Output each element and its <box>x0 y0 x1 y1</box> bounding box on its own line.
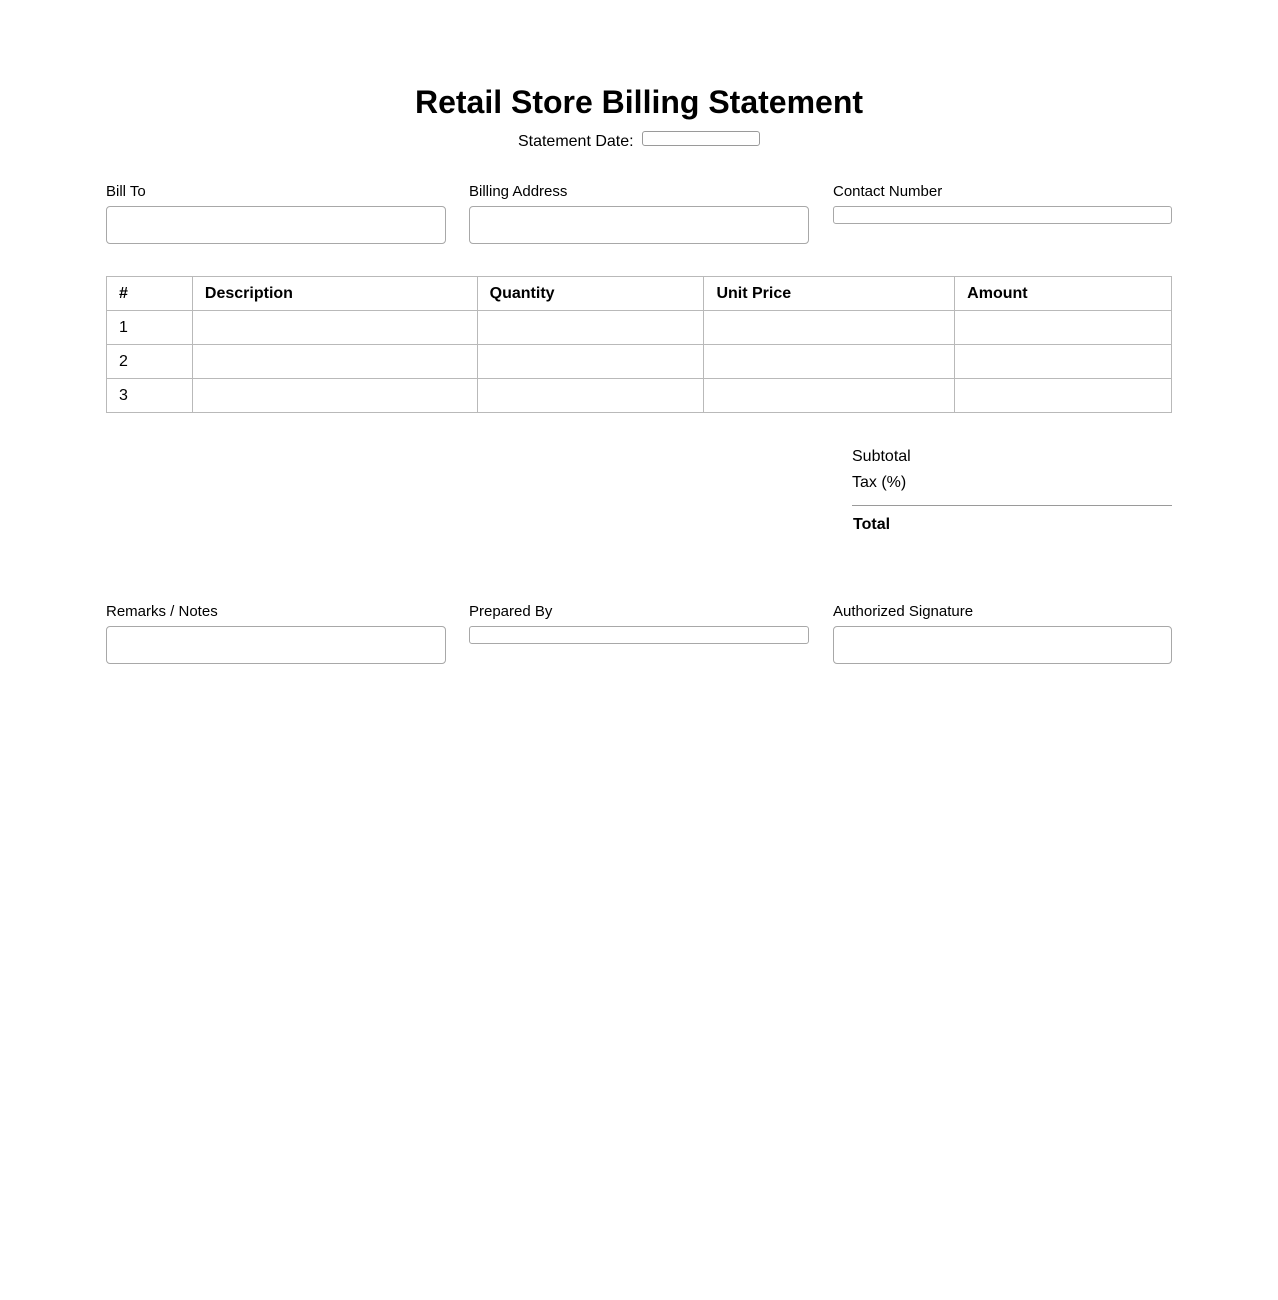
prepared-by-field <box>469 603 809 644</box>
signature-field <box>833 603 1173 664</box>
bill-to-field <box>106 183 446 244</box>
header-number: # <box>107 277 193 311</box>
tax-label: Tax (%) <box>852 474 907 491</box>
quantity-cell[interactable] <box>477 345 704 379</box>
contact-number-label: Contact Number <box>833 183 943 200</box>
table-row <box>107 379 1172 413</box>
statement-date-input[interactable] <box>642 131 760 146</box>
subtotal-label: Subtotal <box>852 448 911 465</box>
bill-to-input[interactable] <box>106 206 446 244</box>
signature-label: Authorized Signature <box>833 603 974 620</box>
row-number: 2 <box>107 345 193 379</box>
statement-date-label: Statement Date: <box>517 133 634 150</box>
contact-number-field <box>833 183 1173 224</box>
billing-address-label: Billing Address <box>469 183 568 200</box>
description-cell[interactable] <box>192 345 477 379</box>
header-quantity: Quantity <box>477 277 704 311</box>
signature-input[interactable] <box>833 626 1172 664</box>
description-cell[interactable] <box>192 311 477 345</box>
bill-to-label: Bill To <box>106 183 146 200</box>
total-label: Total <box>853 516 891 533</box>
header-amount: Amount <box>955 277 1172 311</box>
row-number: 3 <box>107 379 193 413</box>
table-row <box>107 345 1172 379</box>
header-description: Description <box>192 277 477 311</box>
prepared-by-input[interactable] <box>469 626 809 644</box>
quantity-cell[interactable] <box>477 311 704 345</box>
amount-cell[interactable] <box>955 311 1172 345</box>
remarks-label: Remarks / Notes <box>106 603 218 620</box>
billing-address-field <box>469 183 809 244</box>
unit-price-cell[interactable] <box>704 311 955 345</box>
remarks-input[interactable] <box>106 626 446 664</box>
table-header-row <box>107 277 1172 311</box>
page-title: Retail Store Billing Statement <box>414 84 864 120</box>
amount-cell[interactable] <box>955 345 1172 379</box>
unit-price-cell[interactable] <box>704 379 955 413</box>
statement-date-row <box>0 130 1278 150</box>
row-number: 1 <box>107 311 193 345</box>
amount-cell[interactable] <box>955 379 1172 413</box>
remarks-field <box>106 603 446 664</box>
items-table <box>106 276 1172 413</box>
unit-price-cell[interactable] <box>704 345 955 379</box>
description-cell[interactable] <box>192 379 477 413</box>
totals-divider <box>852 505 1172 506</box>
header-unit-price: Unit Price <box>704 277 955 311</box>
contact-number-input[interactable] <box>833 206 1172 224</box>
quantity-cell[interactable] <box>477 379 704 413</box>
billing-address-input[interactable] <box>469 206 809 244</box>
prepared-by-label: Prepared By <box>469 603 553 620</box>
totals-section <box>852 446 1172 535</box>
table-row <box>107 311 1172 345</box>
